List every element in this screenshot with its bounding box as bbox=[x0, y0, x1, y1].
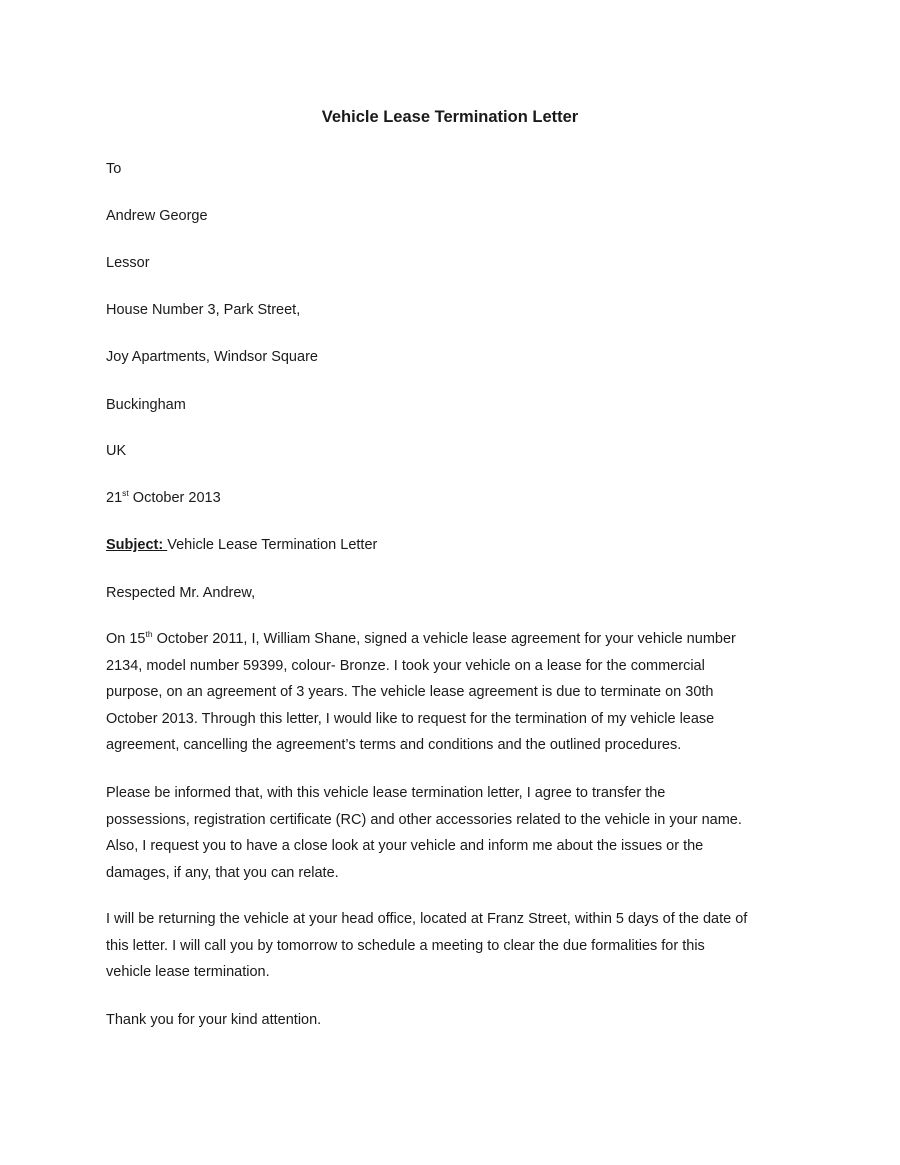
to-label: To bbox=[106, 161, 122, 177]
address-country: UK bbox=[106, 443, 127, 459]
subject-text: Vehicle Lease Termination Letter bbox=[167, 537, 378, 553]
salutation: Respected Mr. Andrew, bbox=[106, 585, 256, 601]
paragraph-line: this letter. I will call you by tomorrow to schedule a meeting to clear the due formalities for this bbox=[106, 937, 705, 954]
body-paragraph-1 bbox=[106, 626, 806, 759]
date-rest: October 2013 bbox=[128, 490, 221, 506]
paragraph-line: agreement, cancelling the agreement’s terms and conditions and the outlined procedures. bbox=[106, 737, 682, 753]
address-line-1: House Number 3, Park Street, bbox=[106, 302, 301, 318]
paragraph-line: possessions, registration certificate (RC) and other accessories related to the vehicle in your name. bbox=[106, 811, 742, 828]
address-city: Buckingham bbox=[106, 397, 186, 413]
recipient-role: Lessor bbox=[106, 255, 150, 271]
date-day: 21 bbox=[106, 490, 123, 506]
paragraph-line: October 2013. Through this letter, I would like to request for the termination of my vehicle lease bbox=[106, 710, 715, 727]
letter-title: Vehicle Lease Termination Letter bbox=[321, 108, 579, 126]
paragraph-line: 2134, model number 59399, colour- Bronze. I took your vehicle on a lease for the commercial bbox=[106, 657, 705, 674]
para1-lead-after: October 2011, I, William Shane, signed a vehicle lease agreement for your vehicle number bbox=[152, 631, 736, 647]
date-suffix: st bbox=[122, 488, 129, 498]
body-paragraph-2 bbox=[106, 780, 806, 886]
paragraph-line: Please be informed that, with this vehicle lease termination letter, I agree to transfer the bbox=[106, 785, 666, 801]
closing-line: Thank you for your kind attention. bbox=[106, 1012, 322, 1028]
subject-line bbox=[106, 535, 377, 555]
address-line-2: Joy Apartments, Windsor Square bbox=[106, 349, 318, 365]
para1-lead-sup: th bbox=[145, 629, 153, 639]
recipient-name: Andrew George bbox=[106, 208, 208, 224]
paragraph-line: Also, I request you to have a close look at your vehicle and inform me about the issues or the bbox=[106, 838, 704, 854]
body-paragraph-3 bbox=[106, 906, 806, 986]
paragraph-line: I will be returning the vehicle at your head office, located at Franz Street, within 5 days of the date of bbox=[106, 911, 748, 927]
paragraph-line: vehicle lease termination. bbox=[106, 964, 270, 980]
paragraph-line: purpose, on an agreement of 3 years. The vehicle lease agreement is due to terminate on 30th bbox=[106, 684, 714, 700]
paragraph-line: damages, if any, that you can relate. bbox=[106, 864, 339, 881]
para1-lead-before: On 15 bbox=[106, 631, 146, 647]
paragraph-line bbox=[106, 626, 806, 653]
letter-date bbox=[106, 488, 221, 508]
subject-label: Subject: bbox=[106, 537, 168, 553]
